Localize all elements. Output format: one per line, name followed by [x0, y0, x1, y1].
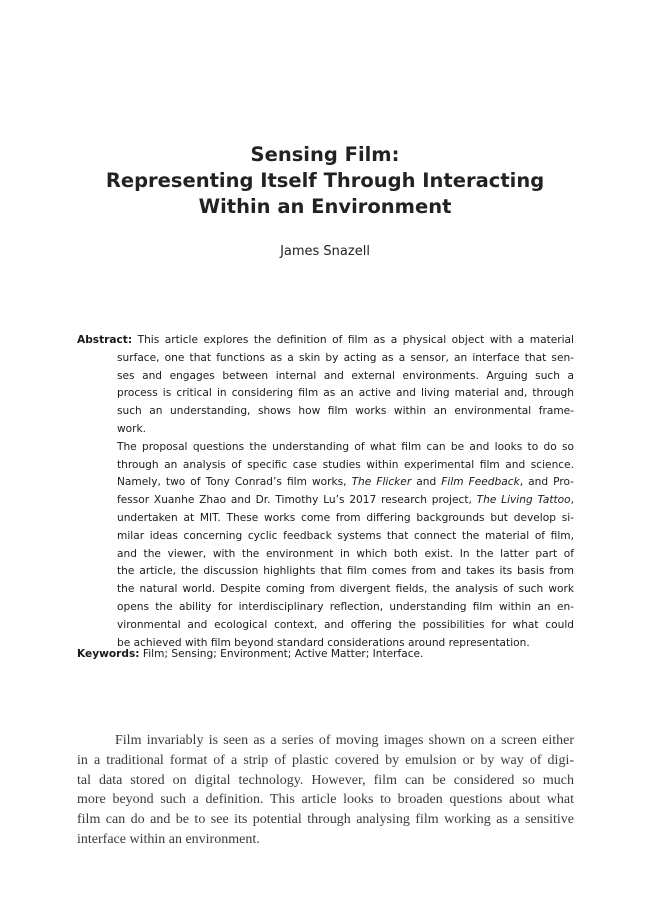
body-line: tal data stored on digital technology. However, film can be considered so much: [77, 772, 574, 788]
abstract-text: Namely, two of Tony Conrad’s film works,: [117, 476, 352, 489]
abstract-line: The proposal questions the understanding of what film can be and looks to do so: [117, 440, 574, 453]
author-name: James Snazell: [280, 244, 370, 259]
abstract-line: such an understanding, shows how film works within an environmental frame-: [117, 405, 574, 418]
abstract-text: This article explores the definition of film as a physical object with a material: [137, 334, 574, 346]
abstract-line: milar ideas concerning cyclic feedback systems that connect the material of film,: [117, 529, 574, 542]
abstract-line: the article, the discussion highlights that film comes from and takes its basis from: [117, 565, 574, 578]
title-line-2: Representing Itself Through Interacting: [105, 169, 545, 192]
abstract: [77, 332, 574, 652]
body-paragraph: [77, 731, 574, 850]
project-title-living-tattoo: The Living Tattoo: [476, 494, 571, 507]
body-line: in a traditional format of a strip of plastic covered by emulsion or by way of digi-: [77, 752, 574, 768]
abstract-line: [77, 492, 574, 510]
keywords-label: Keywords:: [77, 648, 140, 660]
abstract-text: and: [411, 476, 442, 489]
body-line: Film invariably is seen as a series of moving images shown on a screen either: [115, 733, 574, 748]
body-line: interface within an environment.: [77, 831, 260, 847]
abstract-text: , and Pro-: [519, 476, 575, 489]
abstract-line: surface, one that functions as a skin by acting as a sensor, an interface that sen-: [117, 351, 574, 364]
title-line-1: Sensing Film:: [250, 143, 400, 166]
abstract-line: be achieved with film beyond standard considerations around representation.: [117, 636, 530, 649]
keywords: [77, 646, 577, 664]
abstract-text: fessor Xuanhe Zhao and Dr. Timothy Lu’s 2017 research project,: [117, 494, 477, 507]
title-line-3: Within an Environment: [198, 195, 452, 218]
abstract-line: [77, 474, 574, 492]
body-line: more beyond such a definition. This article looks to broaden questions about what: [77, 792, 574, 808]
abstract-line: opens the ability for interdisciplinary reflection, understanding film within an en-: [117, 600, 574, 613]
abstract-line: and the viewer, with the environment in which both exist. In the latter part of: [117, 547, 574, 560]
abstract-line: [77, 332, 574, 350]
abstract-line: work.: [117, 422, 147, 435]
abstract-line: ses and engages between internal and external environments. Arguing such a: [117, 369, 574, 382]
abstract-line: through an analysis of specific case studies within experimental film and science.: [117, 458, 574, 471]
abstract-line: the natural world. Despite coming from divergent fields, the analysis of such work: [117, 583, 574, 596]
paper-title: [0, 142, 650, 220]
abstract-text: ,: [570, 494, 574, 507]
keywords-text: Film; Sensing; Environment; Active Matter; Interface.: [142, 648, 424, 660]
abstract-line: undertaken at MIT. These works come from differing backgrounds but develop si-: [117, 511, 574, 524]
body-line: film can do and be to see its potential through analysing film working as a sensitive: [77, 812, 574, 828]
abstract-label: Abstract:: [77, 334, 133, 346]
abstract-line: vironmental and ecological context, and offering the possibilities for what could: [117, 618, 574, 631]
film-title-film-feedback: Film Feedback: [441, 476, 520, 489]
film-title-the-flicker: The Flicker: [351, 476, 412, 489]
abstract-line: process is critical in considering film as an active and living material and, through: [117, 387, 574, 400]
